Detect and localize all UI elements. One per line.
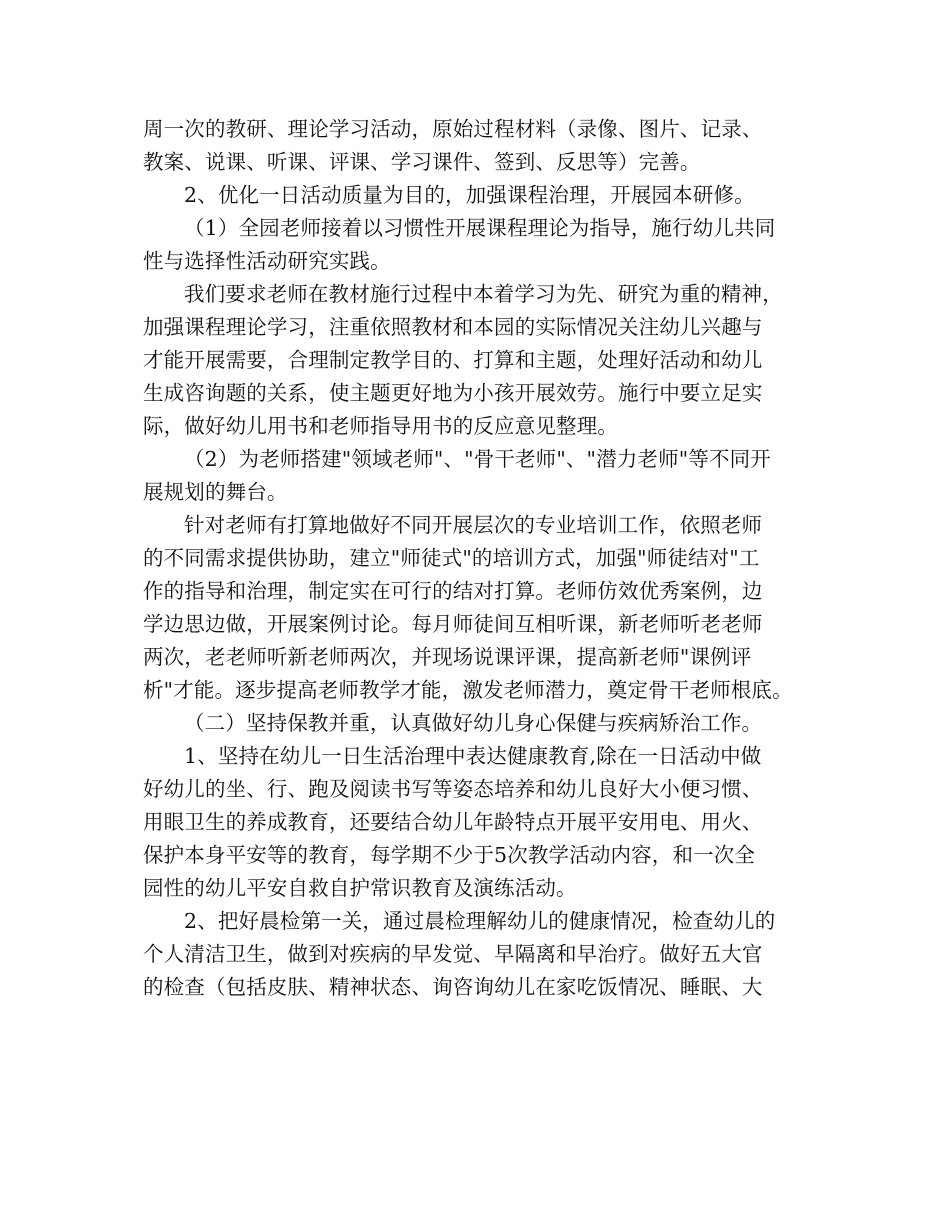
document-body bbox=[143, 113, 815, 1004]
text-line: 析"才能。逐步提高老师教学才能，激发老师潜力，奠定骨干老师根底。 bbox=[143, 678, 793, 702]
text-line: 2、优化一日活动质量为目的，加强课程治理，开展园本研修。 bbox=[184, 183, 755, 207]
text-line: 生成咨询题的关系，使主题更好地为小孩开展效劳。施行中要立足实 bbox=[143, 381, 763, 405]
text-line: 我们要求老师在教材施行过程中本着学习为先、研究为重的精神， bbox=[184, 282, 783, 306]
text-line: 加强课程理论学习，注重依照教材和本园的实际情况关注幼儿兴趣与 bbox=[143, 315, 763, 339]
text-line: 际，做好幼儿用书和老师指导用书的反应意见整理。 bbox=[143, 414, 618, 438]
text-line: 好幼儿的坐、行、跑及阅读书写等姿态培养和幼儿良好大小便习惯、 bbox=[143, 777, 763, 801]
text-line: 园性的幼儿平安自救自护常识教育及演练活动。 bbox=[143, 876, 577, 900]
text-line: （1）全园老师接着以习惯性开展课程理论为指导，施行幼儿共同 bbox=[184, 216, 776, 240]
text-line: 个人清洁卫生，做到对疾病的早发觉、早隔离和早治疗。做好五大官 bbox=[143, 942, 763, 966]
text-line: 两次，老老师听新老师两次，并现场说课评课，提高新老师"课例评 bbox=[143, 645, 752, 669]
text-line: 1、坚持在幼儿一日生活治理中表达健康教育,除在一日活动中做 bbox=[184, 744, 762, 768]
text-line: 周一次的教研、理论学习活动，原始过程材料（录像、图片、记录、 bbox=[143, 117, 763, 141]
text-line: 2、把好晨检第一关，通过晨检理解幼儿的健康情况，检查幼儿的 bbox=[184, 909, 776, 933]
text-line: （二）坚持保教并重，认真做好幼儿身心保健与疾病矫治工作。 bbox=[184, 711, 763, 735]
text-line: 的检查（包括皮肤、精神状态、询咨询幼儿在家吃饭情况、睡眠、大 bbox=[143, 975, 763, 999]
text-line: 针对老师有打算地做好不同开展层次的专业培训工作，依照老师 bbox=[184, 513, 763, 537]
text-line: 保护本身平安等的教育，每学期不少于5次教学活动内容，和一次全 bbox=[143, 843, 756, 867]
text-line: 作的指导和治理，制定实在可行的结对打算。老师仿效优秀案例，边 bbox=[143, 579, 763, 603]
text-line: 用眼卫生的养成教育，还要结合幼儿年龄特点开展平安用电、用火、 bbox=[143, 810, 763, 834]
text-line: 性与选择性活动研究实践。 bbox=[143, 249, 391, 273]
text-line: （2）为老师搭建"领域老师"、"骨干老师"、"潜力老师"等不同开 bbox=[184, 447, 771, 471]
text-line: 展规划的舞台。 bbox=[143, 480, 288, 504]
text-line: 的不同需求提供协助，建立"师徒式"的培训方式，加强"师徒结对"工 bbox=[143, 546, 760, 570]
text-line: 才能开展需要，合理制定教学目的、打算和主题，处理好活动和幼儿 bbox=[143, 348, 763, 372]
text-line: 教案、说课、听课、评课、学习课件、签到、反思等）完善。 bbox=[143, 150, 701, 174]
text-line: 学边思边做，开展案例讨论。每月师徒间互相听课，新老师听老老师 bbox=[143, 612, 763, 636]
